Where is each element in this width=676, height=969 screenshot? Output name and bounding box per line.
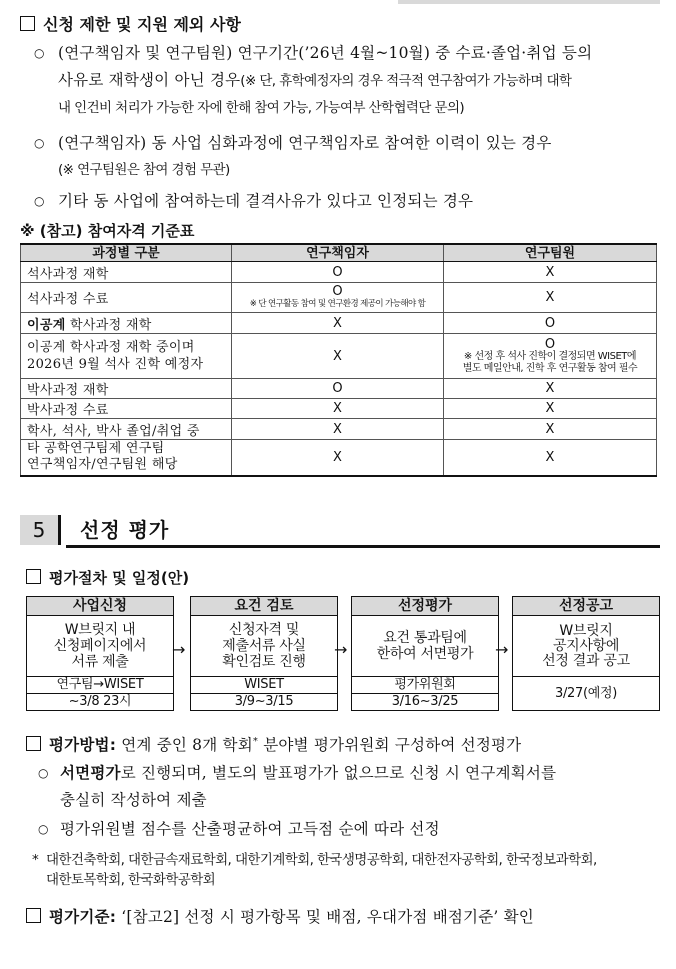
step-who: 평가위원회 (352, 677, 498, 694)
step-body-line: 서류 제출 (71, 654, 129, 670)
cell-member (444, 334, 657, 379)
cell-member: X (444, 440, 657, 476)
table-row (21, 334, 657, 379)
criteria-table (20, 243, 657, 477)
procedure-step-apply (26, 596, 174, 711)
bullet-marker-icon: ○ (38, 766, 49, 780)
row-category-line: 연구책임자/연구팀원 해당 (27, 457, 178, 473)
bullet-line (60, 760, 668, 787)
step-body-line: W브릿지 (559, 622, 613, 639)
step-body-line: 선정 결과 공고 (542, 652, 630, 669)
step-body (27, 616, 173, 677)
bullet-marker-icon: ○ (34, 136, 45, 150)
bullet-text: 사유로 재학생이 아닌 경우 (58, 71, 241, 89)
restriction-bullet-1 (34, 40, 664, 122)
step-header: 요건 검토 (191, 597, 337, 616)
row-category (21, 440, 232, 476)
checkbox-square-icon (26, 736, 41, 751)
cell-note: 별도 메일안내, 진학 후 연구활동 참여 필수 (462, 362, 638, 374)
step-body (191, 616, 337, 677)
step-footer (27, 677, 173, 710)
restrictions-title: 신청 제한 및 지원 제외 사항 (43, 15, 241, 34)
row-category-rest: 학사과정 재학 (65, 317, 152, 333)
row-category-line: 2026년 9월 석사 진학 예정자 (27, 357, 204, 372)
bullet-line: 평가위원별 점수를 산출평균하여 고득점 순에 따라 선정 (60, 820, 440, 838)
procedure-step-announcement (512, 596, 660, 711)
bullet-line: 기타 동 사업에 참여하는데 결격사유가 있다고 인정되는 경우 (58, 192, 474, 210)
step-header: 선정공고 (513, 597, 659, 616)
bullet-marker-icon: ○ (34, 46, 45, 60)
bullet-bold: 서면평가 (60, 764, 121, 782)
cell-note: ※ 선정 후 석사 진학이 결정되면 WISET에 (463, 350, 637, 362)
footnote-marker: * (32, 852, 39, 868)
cell-value: O (544, 336, 556, 352)
bullet-note-line: (※ 연구팀원은 참여 경험 무관) (58, 162, 230, 178)
section-title: 선정 평가 (80, 518, 170, 542)
row-category: 박사과정 수료 (21, 399, 232, 419)
step-body-line: 한하여 서면평가 (376, 646, 474, 662)
cell-leader: O (232, 262, 444, 283)
section-number: 5 (20, 515, 61, 545)
bullet-marker-icon: ○ (34, 194, 45, 208)
cell-member: X (444, 283, 657, 313)
cell-leader (232, 283, 444, 313)
cell-member: O (444, 313, 657, 334)
cell-note: ※ 단 연구활동 참여 및 연구환경 제공이 가능해야 함 (249, 299, 426, 309)
step-body (513, 616, 659, 677)
table-row (21, 399, 657, 419)
cell-leader: X (232, 313, 444, 334)
method-bullet-2 (38, 816, 668, 843)
cell-value: O (332, 284, 343, 299)
footnote-line: 대한건축학회, 대한금속재료학회, 대한기계학회, 한국생명공학회, 대한전자공학회, 한국정보과학회, (46, 852, 597, 868)
step-who: WISET (191, 677, 337, 694)
step-body-line: 신청페이지에서 (53, 638, 147, 654)
step-when: ~3/8 23시 (68, 694, 132, 709)
bullet-line-2: 충실히 작성하여 제출 (60, 791, 207, 809)
cell-member: X (444, 379, 657, 399)
cell-leader: X (232, 399, 444, 419)
step-body (352, 616, 498, 677)
top-divider (398, 0, 660, 4)
cell-member: X (444, 262, 657, 283)
step-body-line: 확인검토 진행 (222, 654, 306, 670)
bullet-line-2 (58, 67, 664, 95)
row-category-line: 타 공학연구팀제 연구팀 (27, 441, 165, 457)
row-category: 석사과정 수료 (21, 283, 232, 313)
footnote-line: 대한토목학회, 한국화학공학회 (46, 872, 216, 888)
method-footnote (32, 850, 672, 890)
bullet-text: 로 진행되며, 별도의 발표평가가 없으므로 신청 시 연구계획서를 (120, 764, 557, 782)
bullet-note-inline: (※ 단, 휴학예정자의 경우 적극적 연구참여가 가능하며 대학 (240, 73, 572, 89)
column-header: 연구팀원 (444, 244, 657, 262)
section-underline (66, 545, 660, 548)
criteria-table-title: ※ (참고) 참여자격 기준표 (20, 222, 195, 240)
column-header: 연구책임자 (232, 244, 444, 262)
standard-label: 평가기준: (49, 908, 117, 926)
bullet-note-line: 내 인건비 처리가 가능한 자에 한해 참여 가능, 가능여부 산학협력단 문의) (58, 100, 465, 116)
footnote-marker: * (252, 736, 259, 747)
row-category (21, 313, 232, 334)
bullet-marker-icon: ○ (38, 822, 49, 836)
row-category: 박사과정 재학 (21, 379, 232, 399)
arrow-right-icon: → (495, 640, 509, 659)
step-header: 선정평가 (352, 597, 498, 616)
standard-line (26, 904, 666, 931)
row-category: 석사과정 재학 (21, 262, 232, 283)
step-body-line: 신청자격 및 (228, 622, 300, 638)
table-row (21, 379, 657, 399)
procedure-heading (26, 567, 189, 588)
step-who: 연구팀→WISET (27, 677, 173, 694)
cell-member: X (444, 419, 657, 440)
cell-leader: O (232, 379, 444, 399)
procedure-step-evaluation (351, 596, 499, 711)
step-body-line: 공지사항에 (552, 637, 620, 654)
table-row (21, 313, 657, 334)
procedure-step-review (190, 596, 338, 711)
table-header-row (21, 244, 657, 262)
restrictions-heading (20, 12, 241, 35)
arrow-right-icon: → (172, 640, 186, 659)
restriction-bullet-2 (34, 130, 664, 184)
row-category: 학사, 석사, 박사 졸업/취업 중 (21, 419, 232, 440)
step-footer (352, 677, 498, 710)
method-line (26, 728, 666, 759)
arrow-right-icon: → (334, 640, 348, 659)
bullet-line: (연구책임자 및 연구팀원) 연구기간(’26년 4월~10월) 중 수료·졸업·취업 등의 (58, 44, 593, 62)
column-header: 과정별 구분 (21, 244, 232, 262)
checkbox-square-icon (26, 569, 41, 584)
table-row (21, 262, 657, 283)
row-category-line: 이공계 학사과정 재학 중이며 (27, 340, 195, 355)
step-footer (513, 677, 659, 710)
method-text: 연계 중인 8개 학회 (116, 736, 253, 755)
standard-text: ‘[참고2] 선정 시 평가항목 및 배점, 우대가점 배점기준’ 확인 (116, 908, 534, 926)
step-body-line: 요건 통과팀에 (383, 630, 467, 646)
table-row (21, 440, 657, 476)
method-text: 분야별 평가위원회 구성하여 선정평가 (258, 736, 522, 755)
cell-leader: X (232, 440, 444, 476)
step-when: 3/27(예정) (554, 685, 618, 701)
cell-member: X (444, 399, 657, 419)
step-header: 사업신청 (27, 597, 173, 616)
step-body-line: W브릿지 내 (64, 622, 136, 638)
bullet-line: (연구책임자) 동 사업 심화과정에 연구책임자로 참여한 이력이 있는 경우 (58, 134, 552, 152)
method-bullet-1 (38, 760, 668, 814)
step-when: 3/16~3/25 (391, 694, 459, 709)
procedure-title: 평가절차 및 일정(안) (49, 569, 190, 587)
checkbox-square-icon (26, 908, 41, 923)
table-row (21, 419, 657, 440)
checkbox-square-icon (20, 16, 35, 31)
method-label: 평가방법: (49, 736, 117, 755)
row-category (21, 334, 232, 379)
cell-leader: X (232, 419, 444, 440)
table-row (21, 283, 657, 313)
step-body-line: 제출서류 사실 (222, 638, 306, 654)
step-when: 3/9~3/15 (234, 694, 294, 709)
step-footer (191, 677, 337, 710)
row-category-bold: 이공계 (27, 317, 66, 333)
cell-leader: X (232, 334, 444, 379)
restriction-bullet-3 (34, 188, 664, 215)
